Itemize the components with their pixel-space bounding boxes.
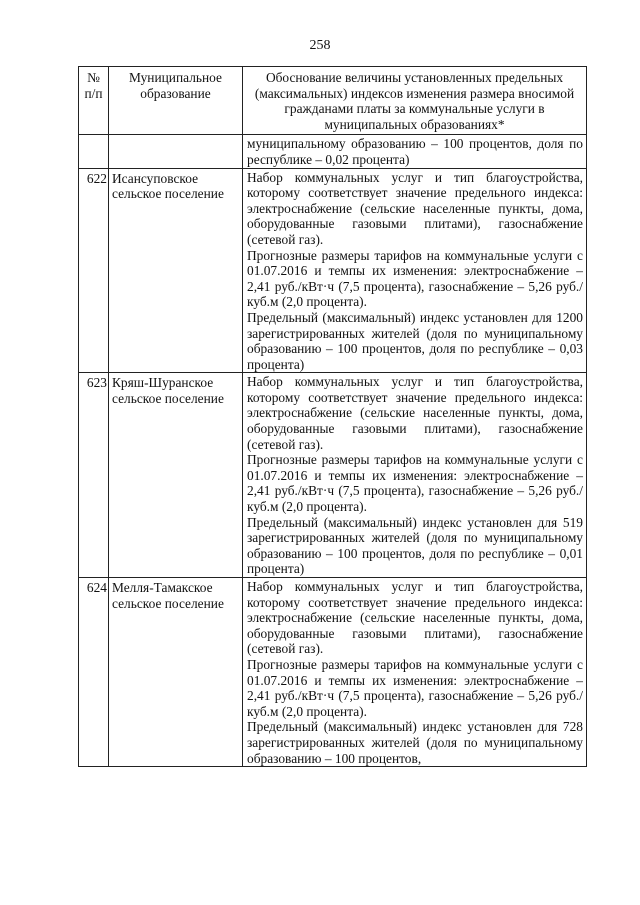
services-paragraph: Набор коммунальных услуг и тип благоустройства, которому соответствует значение предельного индекса: электроснабжение (сельские населенные пункты, дома, оборудованные газовыми плитами), газоснабжение (сетевой газ). [247,579,583,657]
table-row [79,373,587,578]
services-paragraph: Набор коммунальных услуг и тип благоустройства, которому соответствует значение предельного индекса: электроснабжение (сельские населенные пункты, дома, оборудованные газовыми плитами), газоснабжение (сетевой газ). [247,169,583,247]
table-row [79,168,587,373]
municipality-type: сельское поселение [112,595,224,611]
municipality-cell [109,168,243,373]
header-municipality: Муниципальное образование [109,67,243,135]
page-number: 258 [309,38,331,53]
header-justification: Обоснование величины установленных предельных (максимальных) индексов изменения размера вносимой гражданами платы за коммунальные услуги в муниципальных образованиях* [243,67,587,135]
tariffs-paragraph: Прогнозные размеры тарифов на коммунальные услуги с 01.07.2016 и темпы их изменения: электроснабжение – 2,41 руб./кВт·ч (7,5 процента), газоснабжение – 5,26 руб./куб.м (2,0 процента). [247,452,583,515]
row-number: 623 [79,373,109,578]
municipality-name: Исансуповское [112,170,199,186]
header-num: № п/п [79,67,109,135]
table-row [79,578,587,767]
municipality-type: сельское поселение [112,390,224,406]
tariffs-paragraph: Прогнозные размеры тарифов на коммунальные услуги с 01.07.2016 и темпы их изменения: электроснабжение – 2,41 руб./кВт·ч (7,5 процента), газоснабжение – 5,26 руб./куб.м (2,0 процента). [247,656,583,719]
municipality-name: Мелля-Тамакское [112,580,213,595]
index-paragraph: Предельный (максимальный) индекс установлен для 1200 зарегистрированных жителей (доля по муниципальному образованию – 100 процентов, доля по республике – 0,03 процента) [247,309,583,372]
municipality-cell [109,373,243,578]
row-number: 624 [79,578,109,767]
continuation-row [79,135,587,168]
justification-cell [243,373,587,578]
row-number: 622 [79,168,109,373]
index-paragraph: Предельный (максимальный) индекс установлен для 519 зарегистрированных жителей (доля по муниципальному образованию – 100 процентов, доля по республике – 0,01 процента) [247,514,583,577]
index-paragraph: Предельный (максимальный) индекс установлен для 728 зарегистрированных жителей (доля по муниципальному образованию – 100 процентов, [247,719,583,766]
continuation-municipality-cell [109,135,243,168]
justification-cell [243,578,587,767]
table-header-row [79,67,587,135]
justification-cell [243,168,587,373]
municipality-cell [109,578,243,767]
tariffs-paragraph: Прогнозные размеры тарифов на коммунальные услуги с 01.07.2016 и темпы их изменения: электроснабжение – 2,41 руб./кВт·ч (7,5 процента), газоснабжение – 5,26 руб./куб.м (2,0 процента). [247,247,583,310]
tariff-index-table [78,66,587,767]
municipality-name: Кряш-Шуранское [112,375,214,391]
continuation-text: муниципальному образованию – 100 процентов, доля по республике – 0,02 процента) [243,135,587,168]
continuation-num-cell [79,135,109,168]
services-paragraph: Набор коммунальных услуг и тип благоустройства, которому соответствует значение предельного индекса: электроснабжение (сельские населенные пункты, дома, оборудованные газовыми плитами), газоснабжение (сетевой газ). [247,374,583,452]
municipality-type: сельское поселение [112,186,224,202]
